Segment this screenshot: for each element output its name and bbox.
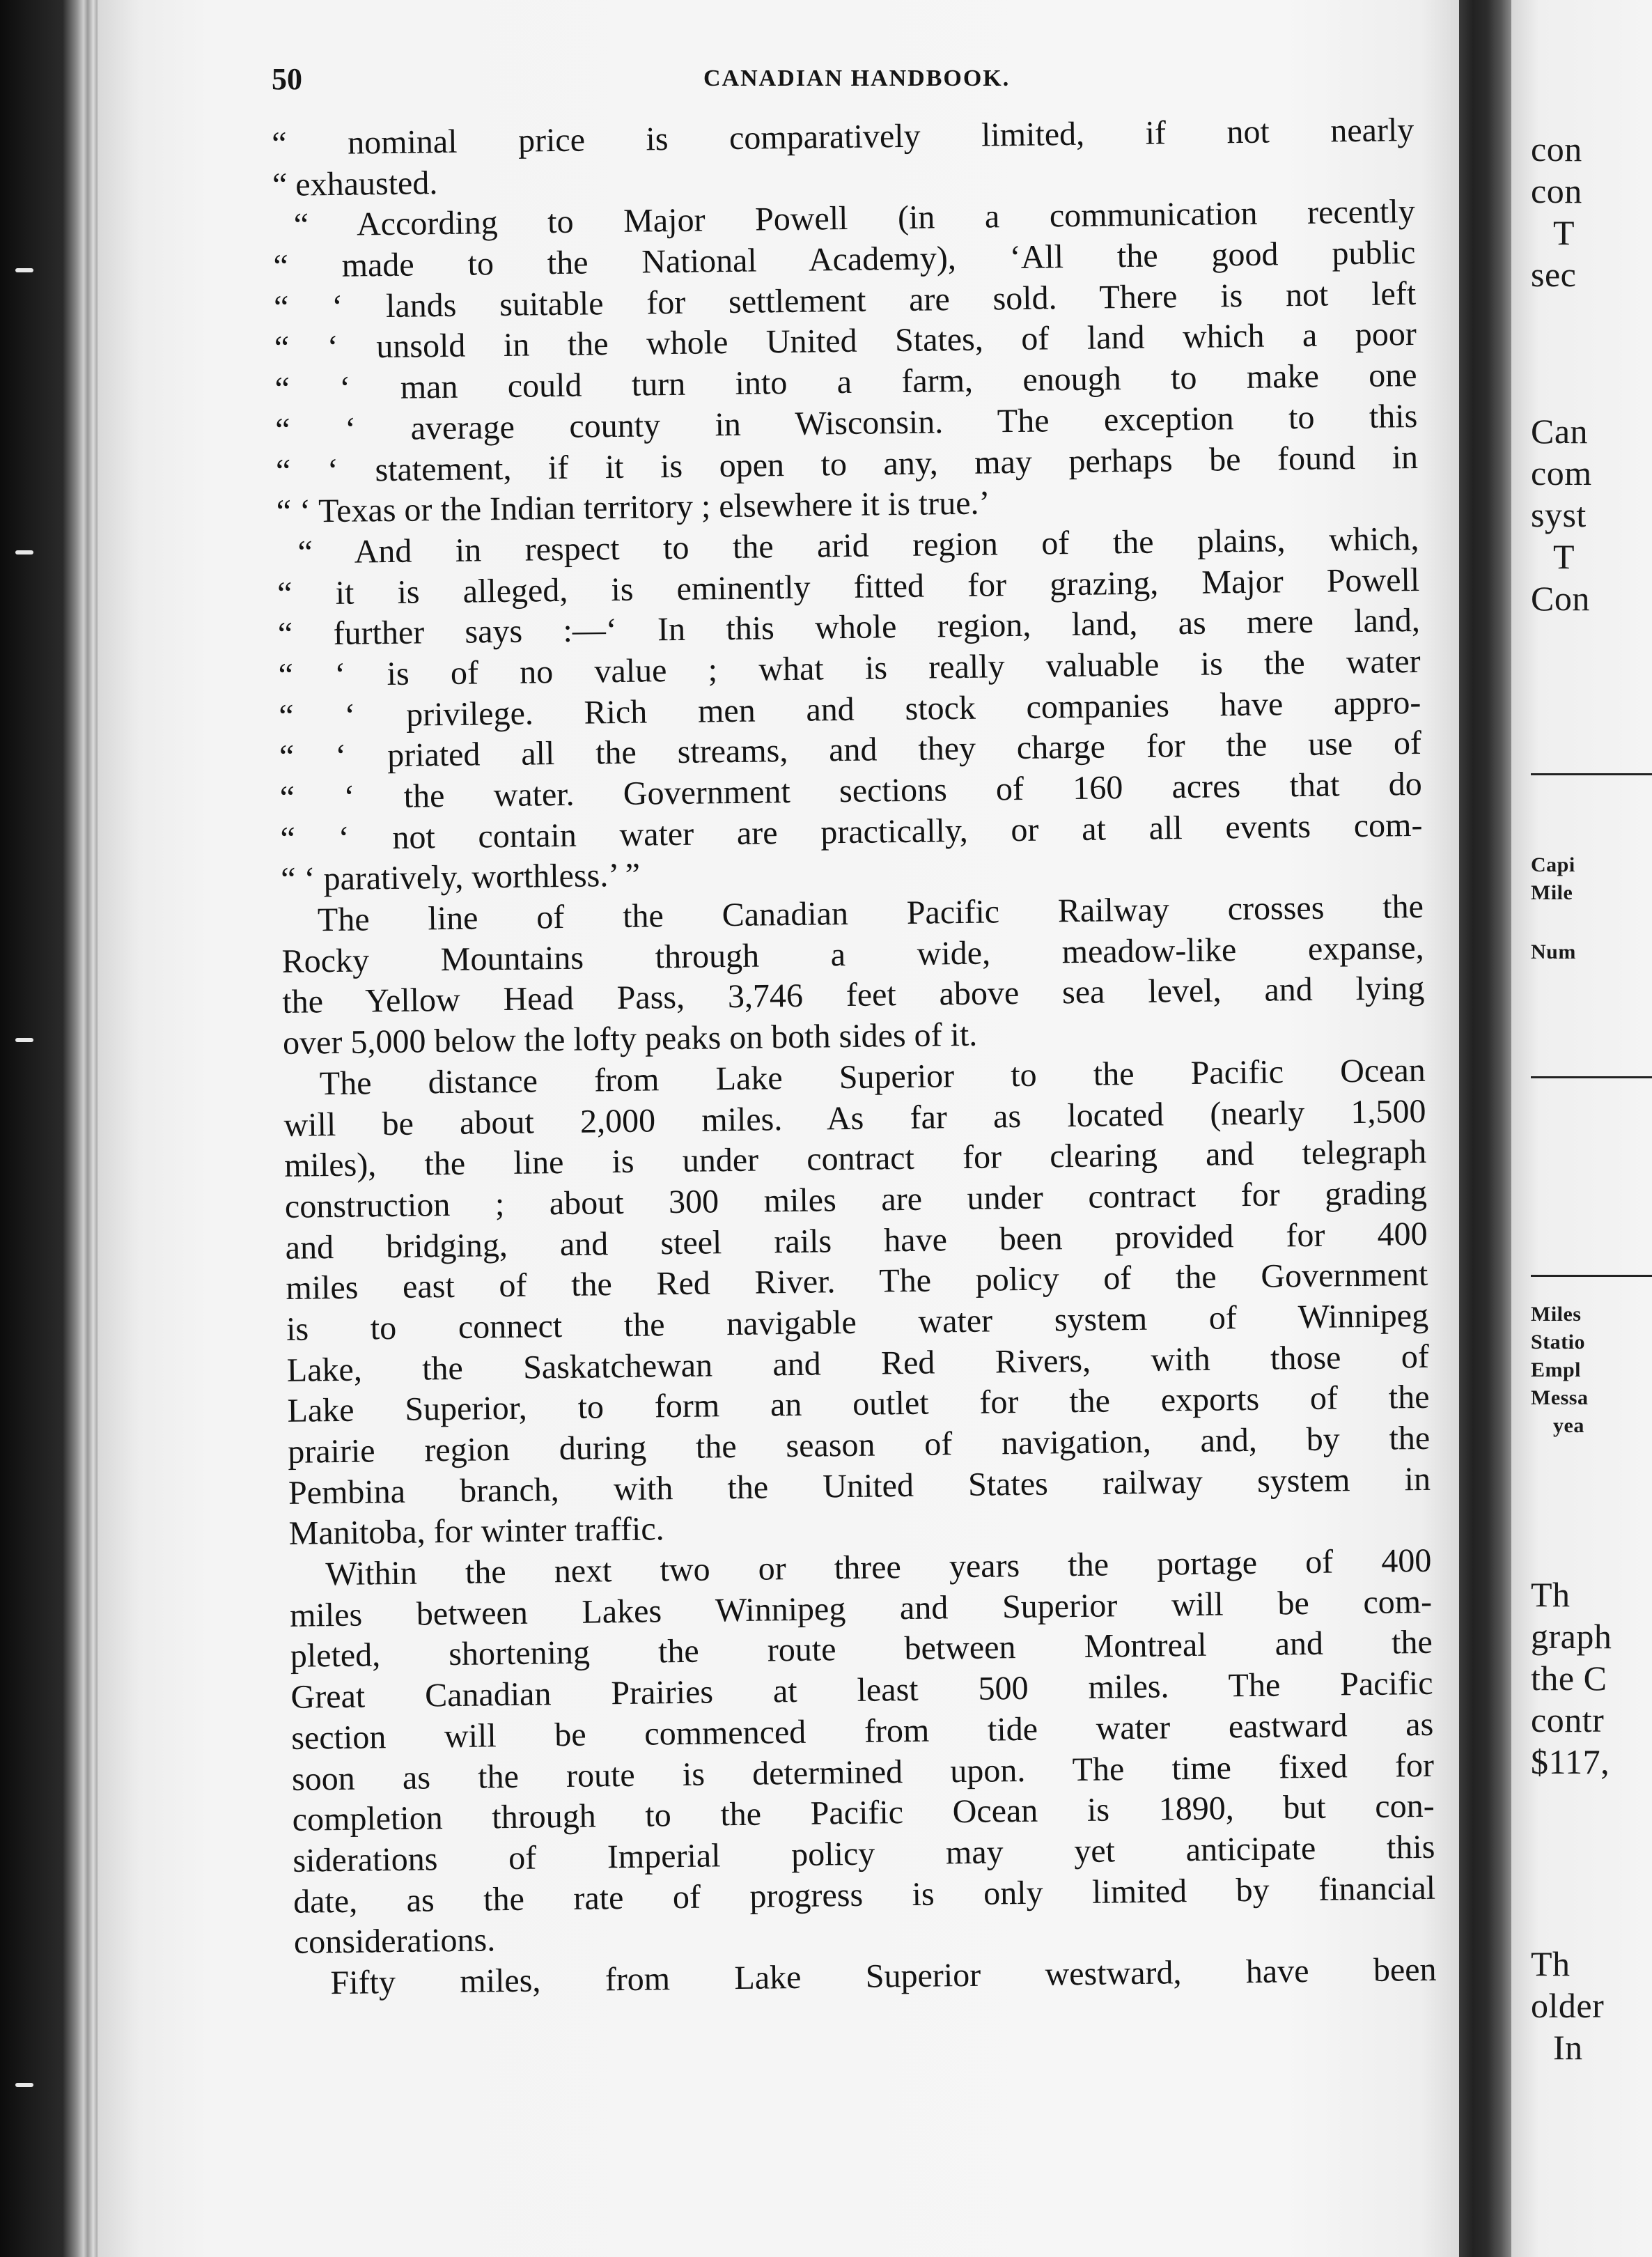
text-line: “ ‘ man could turn into a farm, enough to make one bbox=[274, 357, 1417, 408]
text-line: Manitoba, for winter traffic. bbox=[288, 1510, 664, 1553]
text-line: “ ‘ statement, if it is open to any, may perhaps be found in bbox=[275, 438, 1419, 490]
book-left-edge bbox=[0, 0, 98, 2257]
facing-page-fragment: contr bbox=[1531, 1700, 1605, 1739]
table-rule bbox=[1531, 1076, 1652, 1078]
facing-page-fragment: Con bbox=[1531, 579, 1590, 618]
facing-page-fragment: $117, bbox=[1531, 1742, 1610, 1781]
facing-page-fragment: Th bbox=[1531, 1575, 1571, 1614]
edge-mark bbox=[15, 1038, 33, 1042]
text-line: date, as the rate of progress is only limited by financial bbox=[293, 1869, 1436, 1921]
text-line: “ ‘ average county in Wisconsin. The exception to this bbox=[275, 397, 1418, 449]
running-head bbox=[272, 61, 1435, 103]
text-line: “ ‘ not contain water are practically, or at all events com- bbox=[280, 806, 1423, 858]
text-line: considerations. bbox=[293, 1921, 496, 1962]
text-line: The line of the Canadian Pacific Railway crosses the bbox=[317, 887, 1424, 939]
text-line: Lake, the Saskatchewan and Red Rivers, with those of bbox=[286, 1337, 1430, 1389]
facing-page-fragment: yea bbox=[1553, 1414, 1584, 1437]
text-line: “ ‘ unsold in the whole United States, of land which a poor bbox=[274, 316, 1417, 367]
facing-page-fragment: Miles bbox=[1531, 1303, 1582, 1326]
text-line: and bridging, and steel rails have been provided for 400 bbox=[285, 1215, 1428, 1266]
facing-page-fragment: In bbox=[1553, 2028, 1583, 2067]
text-line: miles), the line is under contract for clearing and telegraph bbox=[283, 1133, 1427, 1185]
text-line: pleted, shortening the route between Montreal and the bbox=[290, 1624, 1433, 1675]
facing-page-fragment: sec bbox=[1531, 255, 1577, 294]
text-line: soon as the route is determined upon. The time fixed for bbox=[291, 1746, 1435, 1798]
edge-mark bbox=[15, 2083, 33, 2087]
text-line: “ ‘ is of no value ; what is really valuable is the water bbox=[278, 642, 1421, 694]
facing-page-fragment: older bbox=[1531, 1986, 1605, 2025]
text-line: “ ‘ lands suitable for settlement are sold. There is not left bbox=[273, 274, 1417, 326]
edge-mark bbox=[15, 268, 33, 272]
text-line: Lake Superior, to form an outlet for the exports of the bbox=[287, 1379, 1430, 1430]
text-line: over 5,000 below the lofty peaks on both sides of it. bbox=[282, 1016, 978, 1062]
page-number: 50 bbox=[272, 62, 302, 96]
text-line: Great Canadian Prairies at least 500 miles. The Pacific bbox=[290, 1664, 1433, 1716]
facing-page-fragment: T bbox=[1553, 537, 1575, 576]
facing-page bbox=[1511, 0, 1652, 2257]
text-line: Fifty miles, from Lake Superior westward, have been bbox=[330, 1950, 1437, 2002]
text-line: will be about 2,000 miles. As far as located (nearly 1,500 bbox=[283, 1092, 1426, 1144]
table-rule bbox=[1531, 773, 1652, 775]
text-line: “ made to the National Academy), ‘All the good public bbox=[273, 234, 1416, 286]
facing-page-fragment: Empl bbox=[1531, 1358, 1582, 1381]
book-gutter bbox=[1459, 0, 1511, 2257]
text-line: “ exhausted. bbox=[272, 164, 438, 203]
text-line: miles between Lakes Winnipeg and Superior will be com- bbox=[289, 1583, 1433, 1634]
text-line: is to connect the navigable water system of Winnipeg bbox=[286, 1296, 1429, 1348]
table-rule bbox=[1531, 1275, 1652, 1277]
text-line: the Yellow Head Pass, 3,746 feet above sea level, and lying bbox=[282, 970, 1425, 1021]
running-title: CANADIAN HANDBOOK. bbox=[703, 65, 1011, 91]
text-line: The distance from Lake Superior to the Pacific Ocean bbox=[319, 1051, 1426, 1103]
facing-page-fragment: Capi bbox=[1531, 853, 1575, 876]
text-line: “ According to Major Powell (in a communication recently bbox=[293, 193, 1415, 244]
text-line: “ ‘ the water. Government sections of 160 acres that do bbox=[279, 765, 1423, 816]
text-line: Within the next two or three years the portage of 400 bbox=[325, 1542, 1432, 1593]
text-line: “ further says :—‘ In this whole region, land, as mere land, bbox=[277, 602, 1421, 653]
facing-page-fragment: Th bbox=[1531, 1944, 1571, 1983]
text-line: “ nominal price is comparatively limited, if not nearly bbox=[272, 111, 1415, 162]
facing-page-fragment: Messa bbox=[1531, 1386, 1589, 1409]
text-line: prairie region during the season of navigation, and, by the bbox=[287, 1419, 1431, 1471]
facing-page-fragment: com bbox=[1531, 453, 1592, 492]
text-line: “ ‘ Texas or the Indian territory ; elsewhere it is true.’ bbox=[276, 484, 990, 531]
facing-page-fragment: Num bbox=[1531, 940, 1576, 963]
facing-page-fragment: Statio bbox=[1531, 1331, 1585, 1354]
text-line: “ it is alleged, is eminently fitted for grazing, Major Powell bbox=[276, 561, 1420, 612]
body-text bbox=[272, 110, 1437, 2004]
text-line: completion through to the Pacific Ocean is 1890, but con- bbox=[292, 1787, 1435, 1839]
text-line: section will be commenced from tide water eastward as bbox=[290, 1705, 1434, 1757]
facing-page-fragment: T bbox=[1553, 213, 1575, 252]
facing-page-fragment: con bbox=[1531, 130, 1582, 169]
facing-page-fragment: Mile bbox=[1531, 881, 1573, 904]
text-line: “ ‘ priated all the streams, and they charge for the use of bbox=[279, 724, 1422, 776]
facing-page-fragment: graph bbox=[1531, 1617, 1612, 1656]
text-line: Rocky Mountains through a wide, meadow-like expanse, bbox=[281, 929, 1424, 980]
facing-page-fragment: syst bbox=[1531, 495, 1587, 534]
text-line: “ ‘ paratively, worthless.’ ” bbox=[280, 856, 641, 899]
facing-page-fragment: the C bbox=[1531, 1659, 1607, 1698]
facing-page-fragment: Can bbox=[1531, 412, 1589, 451]
text-line: construction ; about 300 miles are under contract for grading bbox=[284, 1174, 1428, 1225]
text-line: “ And in respect to the arid region of the plains, which, bbox=[297, 520, 1419, 571]
text-line: miles east of the Red River. The policy of the Government bbox=[286, 1256, 1428, 1308]
text-line: Pembina branch, with the United States railway system in bbox=[288, 1460, 1431, 1512]
edge-mark bbox=[15, 550, 33, 554]
text-line: siderations of Imperial policy may yet anticipate this bbox=[293, 1828, 1435, 1879]
facing-page-fragment: con bbox=[1531, 171, 1582, 210]
text-line: “ ‘ privilege. Rich men and stock companies have appro- bbox=[279, 683, 1421, 735]
